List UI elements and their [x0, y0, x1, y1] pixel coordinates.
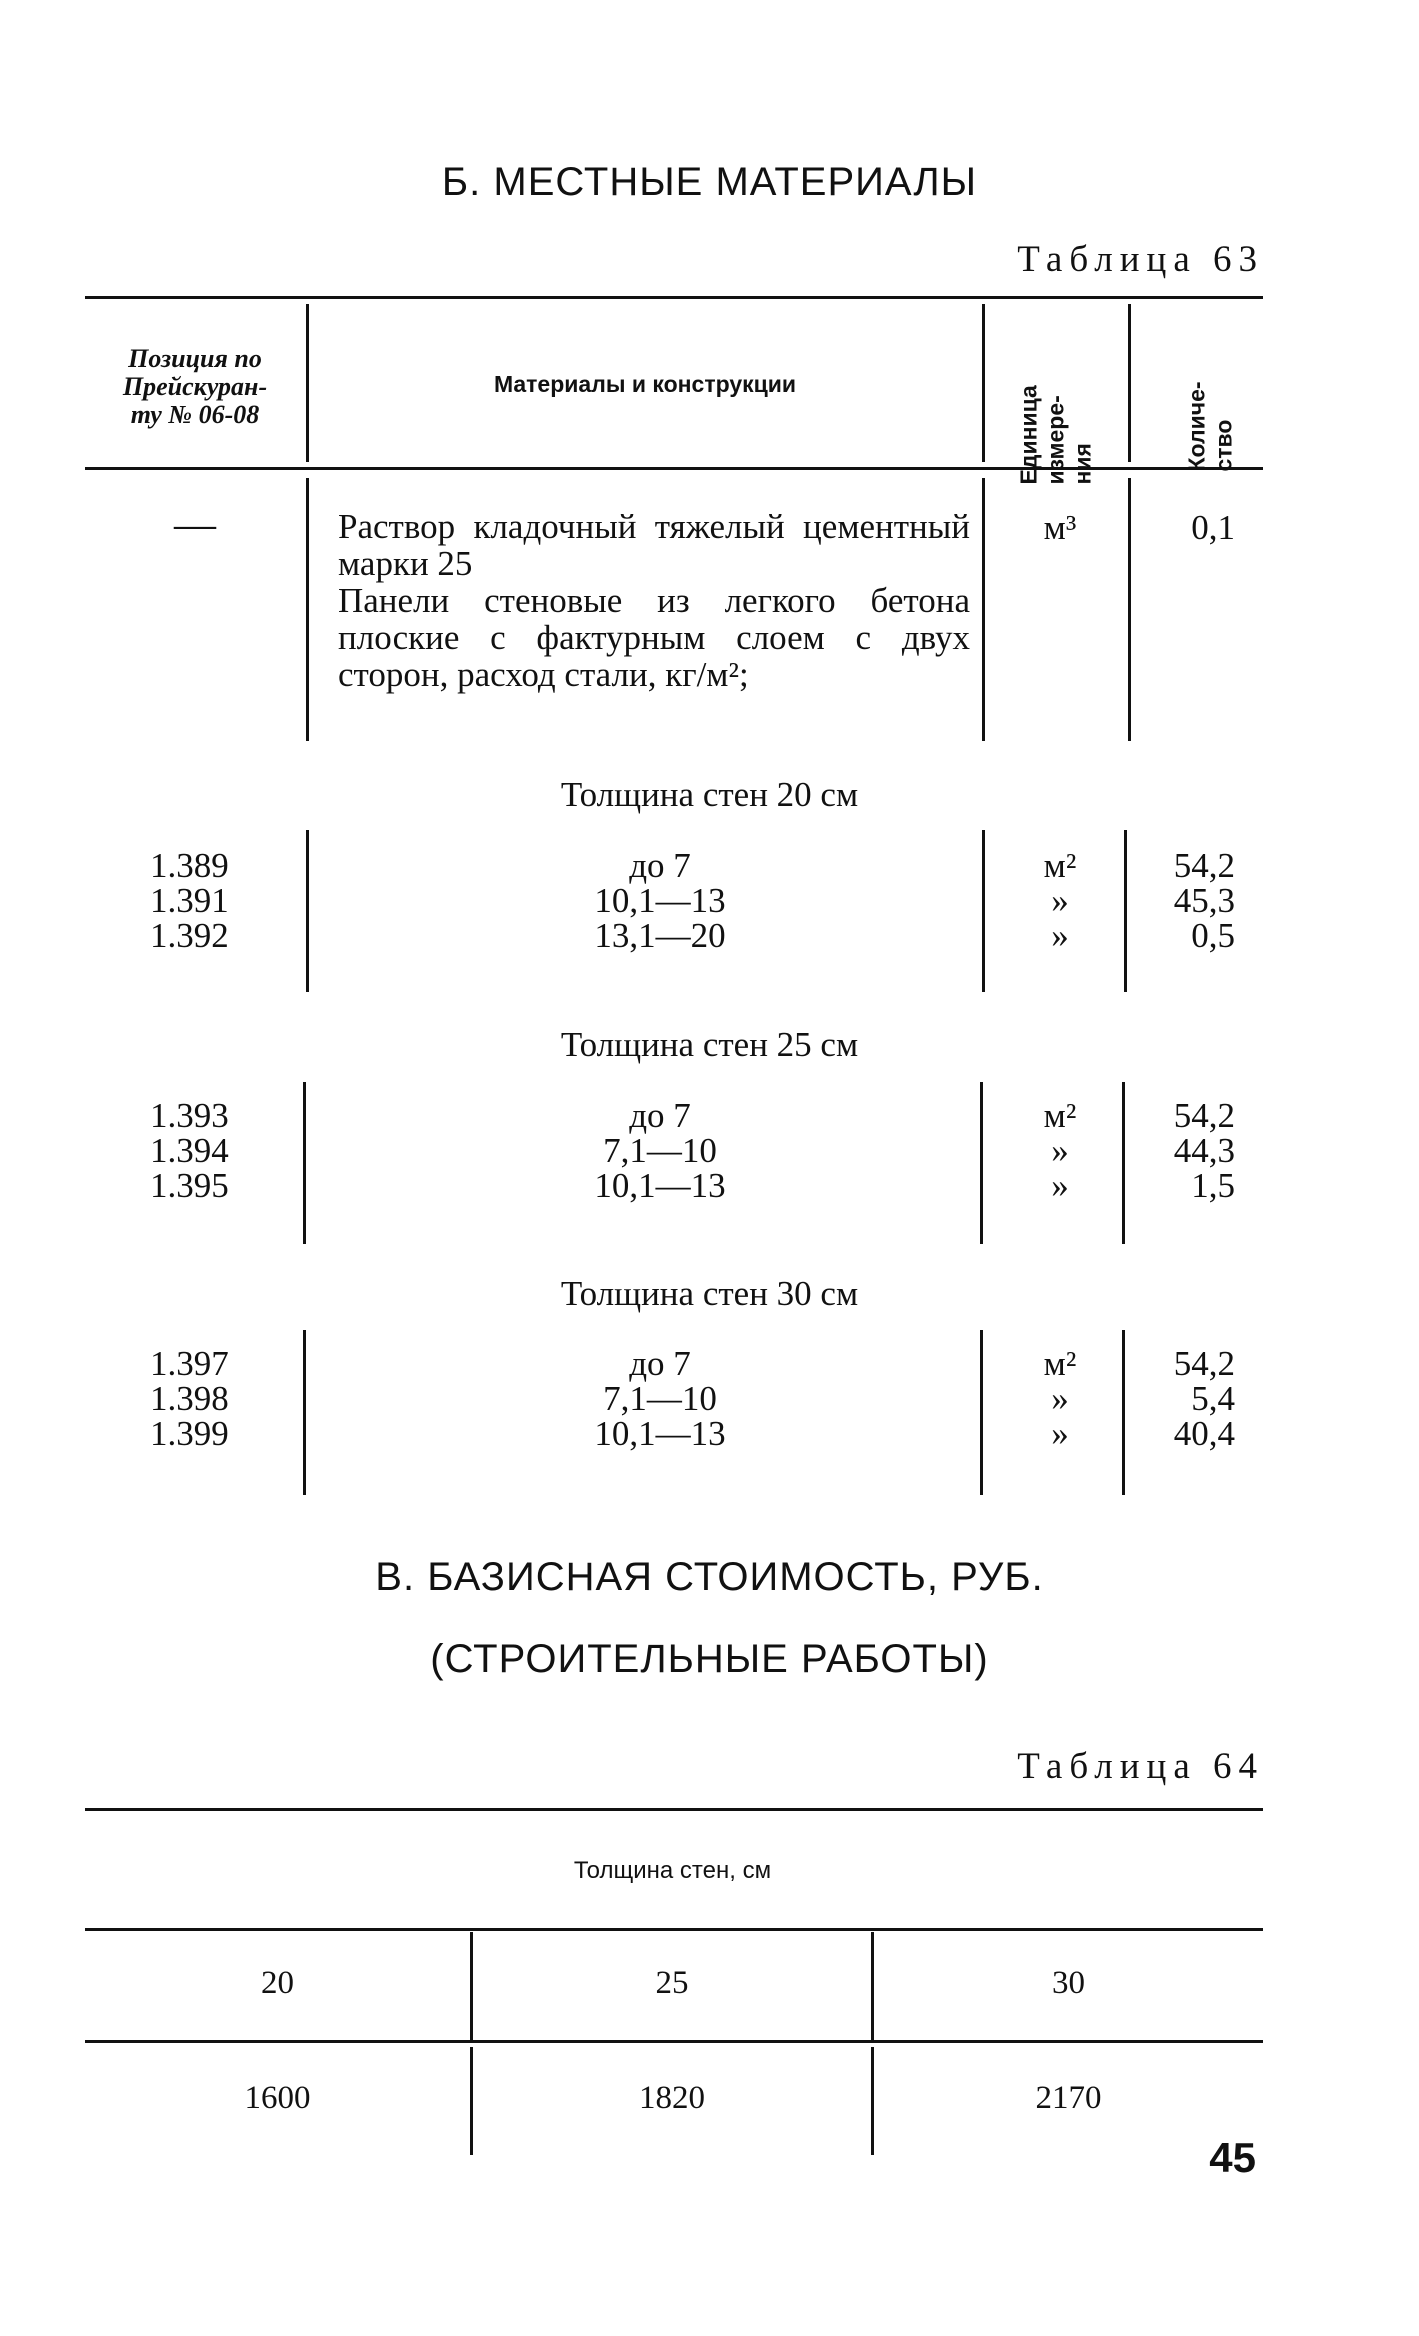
- header-line: Прейскуран-: [122, 372, 268, 401]
- quantity-cell: 1,5: [1191, 1166, 1235, 1205]
- unit-cell: м²: [1043, 846, 1077, 885]
- table-column-header: Толщина стен, см: [573, 1857, 772, 1884]
- quantity-cell: 45,3: [1173, 881, 1235, 920]
- unit-cell: »: [1051, 1379, 1069, 1418]
- description-paragraph: Панели стеновые из легкого бетона плоские с фактурным слоем с двух сторон, расход стали, кг/м²;: [338, 581, 970, 694]
- header-line: Позиция по: [128, 344, 262, 373]
- column-divider: [982, 304, 985, 462]
- position-cell: 1.393: [150, 1096, 229, 1135]
- cost-cell: 1600: [244, 2080, 311, 2116]
- section-title: В. БАЗИСНАЯ СТОИМОСТЬ, РУБ.: [375, 1555, 1044, 1599]
- thickness-cell: 25: [655, 1965, 689, 2001]
- position-cell: —: [174, 502, 216, 548]
- position-cell: 1.391: [150, 881, 229, 920]
- column-divider: [306, 830, 309, 992]
- quantity-cell: 40,4: [1173, 1414, 1235, 1453]
- column-divider: [303, 1082, 306, 1244]
- material-cell: 10,1—13: [594, 881, 726, 920]
- material-cell: до 7: [629, 1344, 691, 1383]
- group-title: Толщина стен 20 см: [560, 775, 859, 814]
- column-divider: [306, 478, 309, 741]
- quantity-cell: 54,2: [1173, 846, 1235, 885]
- column-divider: [1128, 478, 1131, 741]
- group-title: Толщина стен 25 см: [560, 1025, 859, 1064]
- position-cell: 1.395: [150, 1166, 229, 1205]
- material-cell: 10,1—13: [594, 1166, 726, 1205]
- column-divider: [1124, 830, 1127, 992]
- unit-cell: »: [1051, 1131, 1069, 1170]
- header-line: ния: [1069, 443, 1096, 485]
- quantity-cell: 54,2: [1173, 1096, 1235, 1135]
- quantity-cell: 44,3: [1173, 1131, 1235, 1170]
- position-cell: 1.389: [150, 846, 229, 885]
- column-divider: [980, 1330, 983, 1495]
- thickness-cell: 30: [1052, 1965, 1085, 2001]
- column-divider: [1122, 1082, 1125, 1244]
- quantity-cell: 0,1: [1191, 508, 1235, 547]
- table-row-rule: [85, 2040, 1263, 2043]
- cost-cell: 2170: [1035, 2080, 1102, 2116]
- table-header-rule: [85, 1928, 1263, 1931]
- column-divider: [982, 830, 985, 992]
- material-cell: 10,1—13: [594, 1414, 726, 1453]
- quantity-cell: 0,5: [1191, 916, 1235, 955]
- unit-cell: м²: [1043, 1344, 1077, 1383]
- column-divider: [303, 1330, 306, 1495]
- position-cell: 1.392: [150, 916, 229, 955]
- section-subtitle: (СТРОИТЕЛЬНЫЕ РАБОТЫ): [430, 1637, 989, 1681]
- position-cell: 1.397: [150, 1344, 229, 1383]
- section-title: Б. МЕСТНЫЕ МАТЕРИАЛЫ: [441, 160, 978, 204]
- table-top-rule: [85, 1808, 1263, 1811]
- column-header-quantity: [1184, 327, 1242, 472]
- column-header-unit: [1016, 340, 1100, 485]
- position-cell: 1.399: [150, 1414, 229, 1453]
- header-line: Количе-: [1183, 381, 1210, 472]
- material-cell: 7,1—10: [603, 1379, 717, 1418]
- header-line: Единица: [1015, 385, 1042, 485]
- column-header-materials: Материалы и конструкции: [493, 371, 797, 397]
- column-header-position: [90, 345, 300, 429]
- table-top-rule: [85, 296, 1263, 299]
- column-divider: [982, 478, 985, 741]
- material-cell: 7,1—10: [603, 1131, 717, 1170]
- unit-cell: »: [1051, 881, 1069, 920]
- header-line: измере-: [1042, 395, 1069, 485]
- cost-cell: 1820: [639, 2080, 705, 2116]
- unit-cell: м³: [1043, 508, 1077, 547]
- table-label: Таблица 63: [1017, 239, 1264, 280]
- column-divider: [980, 1082, 983, 1244]
- thickness-cell: 20: [261, 1965, 294, 2001]
- quantity-cell: 54,2: [1173, 1344, 1235, 1383]
- table-label: Таблица 64: [1017, 1746, 1264, 1787]
- column-divider: [306, 304, 309, 462]
- material-cell: до 7: [629, 1096, 691, 1135]
- unit-cell: »: [1051, 1166, 1069, 1205]
- unit-cell: »: [1051, 916, 1069, 955]
- group-title: Толщина стен 30 см: [560, 1274, 859, 1313]
- header-line: ту № 06-08: [130, 400, 260, 429]
- material-cell: до 7: [629, 846, 691, 885]
- description-paragraph: Раствор кладочный тяжелый цементный марки 25: [338, 507, 970, 583]
- unit-cell: м²: [1043, 1096, 1077, 1135]
- unit-cell: »: [1051, 1414, 1069, 1453]
- header-line: ство: [1210, 419, 1237, 472]
- quantity-cell: 5,4: [1191, 1379, 1235, 1418]
- material-description: [338, 508, 970, 693]
- material-cell: 13,1—20: [594, 916, 726, 955]
- position-cell: 1.394: [150, 1131, 229, 1170]
- position-cell: 1.398: [150, 1379, 229, 1418]
- column-divider: [1122, 1330, 1125, 1495]
- page-number: 45: [1209, 2134, 1256, 2181]
- column-divider: [1128, 304, 1131, 462]
